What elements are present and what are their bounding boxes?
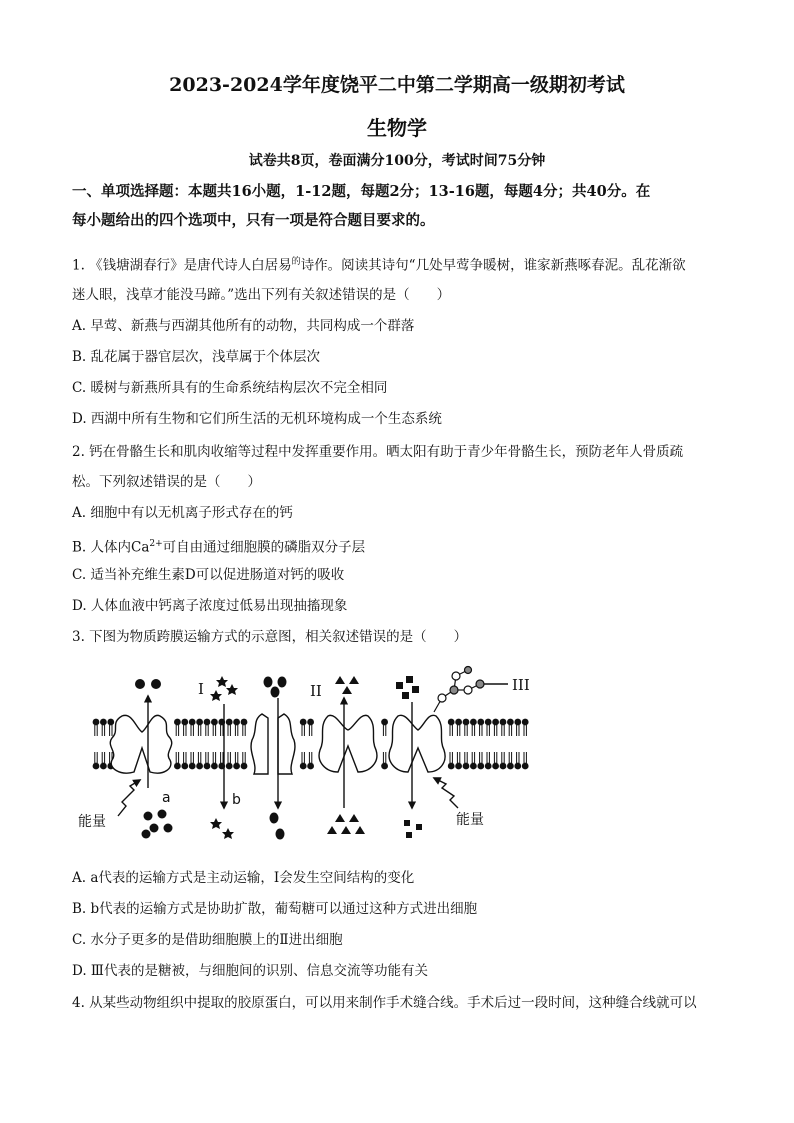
phospholipid-outer (233, 719, 240, 736)
phospholipid-outer (492, 719, 499, 736)
phospholipid-outer (196, 719, 203, 736)
phospholipid-outer (500, 719, 507, 736)
molecules-bottom-b (210, 818, 234, 839)
phospholipid-inner (211, 752, 218, 769)
q2-option-c: C. 适当补充维生素D可以促进肠道对钙的吸收 (72, 567, 345, 583)
molecules-top-b (210, 676, 238, 701)
q2-option-b: B. 人体内$Ca^{2+}$可自由通过细胞膜的磷脂双分子层 (72, 539, 366, 556)
glycocalyx-iii (434, 667, 508, 713)
phospholipid-inner (93, 752, 100, 769)
label-i: I (198, 680, 204, 698)
phospholipid-outer (93, 719, 100, 736)
phospholipid-inner (226, 752, 233, 769)
q2-stem-line2: 松。下列叙述错误的是（ ） (72, 474, 261, 490)
phospholipid-outer (241, 719, 248, 736)
phospholipid-inner (181, 752, 188, 769)
label-iii: III (512, 676, 530, 694)
channel-protein-ii (251, 714, 295, 774)
q4-stem-line1: 4. 从某些动物组织中提取的胶原蛋白，可以用来制作手术缝合线。手术后过一段时间，这种缝合线就可以 (72, 995, 697, 1011)
exam-info: 试卷共8页，卷面满分100分，考试时间75分钟 (248, 153, 546, 169)
molecules-bottom-squares (404, 820, 422, 838)
q1-option-b: B. 乱花属于器官层次，浅草属于个体层次 (72, 349, 321, 365)
molecules-bottom-ii (270, 813, 285, 840)
phospholipid-inner (522, 752, 529, 769)
subject-title: 生物学 (367, 116, 427, 140)
phospholipid-outer (107, 719, 114, 736)
phospholipid-outer (448, 719, 455, 736)
q3-stem-line1: 3. 下图为物质跨膜运输方式的示意图，相关叙述错误的是（ ） (72, 629, 468, 645)
q3-option-d: D. Ⅲ代表的是糖被，与细胞间的识别、信息交流等功能有关 (72, 963, 428, 979)
energy-arrow-left (118, 780, 140, 816)
q2-stem-line1: 2. 钙在骨骼生长和肌肉收缩等过程中发挥重要作用。晒太阳有助于青少年骨骼生长，预防老年人骨质疏 (72, 444, 684, 460)
molecules-top-squares (396, 676, 419, 699)
section-heading-line2: 每小题给出的四个选项中，只有一项是符合题目要求的。 (72, 212, 435, 229)
phospholipid-inner (470, 752, 477, 769)
phospholipid-outer (226, 719, 233, 736)
q1-stem-line1: 1. 《钱塘湖春行》是唐代诗人白居易$^的$诗作。阅读其诗句“几处早莺争暖树，谁家新燕啄春泥。乱花渐欲 (72, 257, 686, 274)
phospholipid-inner (300, 752, 307, 769)
q3-option-c: C. 水分子更多的是借助细胞膜上的Ⅱ进出细胞 (72, 932, 343, 948)
phospholipid-inner (492, 752, 499, 769)
phospholipid-inner (514, 752, 521, 769)
phospholipid-inner (507, 752, 514, 769)
label-ii: II (310, 682, 322, 700)
molecules-top-left (135, 679, 161, 689)
q2-option-d: D. 人体血液中钙离子浓度过低易出现抽搐现象 (72, 598, 348, 614)
phospholipid-outer (189, 719, 196, 736)
carrier-protein-i (110, 715, 171, 773)
q3-option-a: A. a代表的运输方式是主动运输，I会发生空间结构的变化 (72, 870, 415, 886)
phospholipid-inner (477, 752, 484, 769)
phospholipid-inner (233, 752, 240, 769)
phospholipid-outer (463, 719, 470, 736)
molecules-top-triangles (335, 676, 359, 694)
phospholipid-outer (181, 719, 188, 736)
phospholipid-inner (448, 752, 455, 769)
phospholipid-outer (381, 719, 388, 736)
label-energy-right: 能量 (456, 812, 484, 828)
phospholipid-outer (507, 719, 514, 736)
phospholipid-inner (500, 752, 507, 769)
phospholipid-outer (307, 719, 314, 736)
phospholipid-outer (522, 719, 529, 736)
label-energy-left: 能量 (78, 814, 106, 830)
phospholipid-inner (463, 752, 470, 769)
phospholipid-outer (470, 719, 477, 736)
phospholipid-inner (174, 752, 181, 769)
molecules-top-ii (264, 677, 287, 698)
phospholipid-inner (241, 752, 248, 769)
phospholipid-inner (196, 752, 203, 769)
phospholipid-outer (485, 719, 492, 736)
q3-option-b: B. b代表的运输方式是协助扩散，葡萄糖可以通过这种方式进出细胞 (72, 901, 478, 917)
phospholipid-outer (100, 719, 107, 736)
phospholipid-outer (211, 719, 218, 736)
phospholipid-inner (307, 752, 314, 769)
phospholipid-inner (381, 752, 388, 769)
membrane-transport-figure (78, 668, 542, 846)
phospholipid-outer (174, 719, 181, 736)
phospholipid-inner (485, 752, 492, 769)
phospholipid-inner (455, 752, 462, 769)
phospholipid-outer (204, 719, 211, 736)
phospholipid-outer (477, 719, 484, 736)
q1-option-c: C. 暖树与新燕所具有的生命系统结构层次不完全相同 (72, 380, 388, 396)
phospholipid-inner (204, 752, 211, 769)
molecules-bottom-triangles (327, 814, 365, 834)
q1-stem-line2: 迷人眼，浅草才能没马蹄。”选出下列有关叙述错误的是（ ） (72, 287, 451, 303)
phospholipid-outer (455, 719, 462, 736)
phospholipid-outer (514, 719, 521, 736)
label-a: a (162, 790, 171, 806)
phospholipid-inner (189, 752, 196, 769)
exam-title: 2023-2024学年度饶平二中第二学期高一级期初考试 (169, 74, 625, 96)
section-heading-line1: 一、单项选择题：本题共16小题，1-12题，每题2分；13-16题，每题4分；共40分。在 (72, 183, 651, 200)
transport-protein-right (389, 715, 445, 772)
molecules-bottom-left (142, 810, 173, 839)
q2-option-a: A. 细胞中有以无机离子形式存在的钙 (72, 505, 293, 521)
transport-protein-center (319, 715, 377, 772)
q1-option-a: A. 早莺、新燕与西湖其他所有的动物，共同构成一个群落 (72, 318, 415, 334)
phospholipid-inner (100, 752, 107, 769)
q1-option-d: D. 西湖中所有生物和它们所生活的无机环境构成一个生态系统 (72, 411, 442, 427)
energy-arrow-right (434, 778, 458, 808)
phospholipid-outer (300, 719, 307, 736)
label-b: b (232, 792, 241, 808)
